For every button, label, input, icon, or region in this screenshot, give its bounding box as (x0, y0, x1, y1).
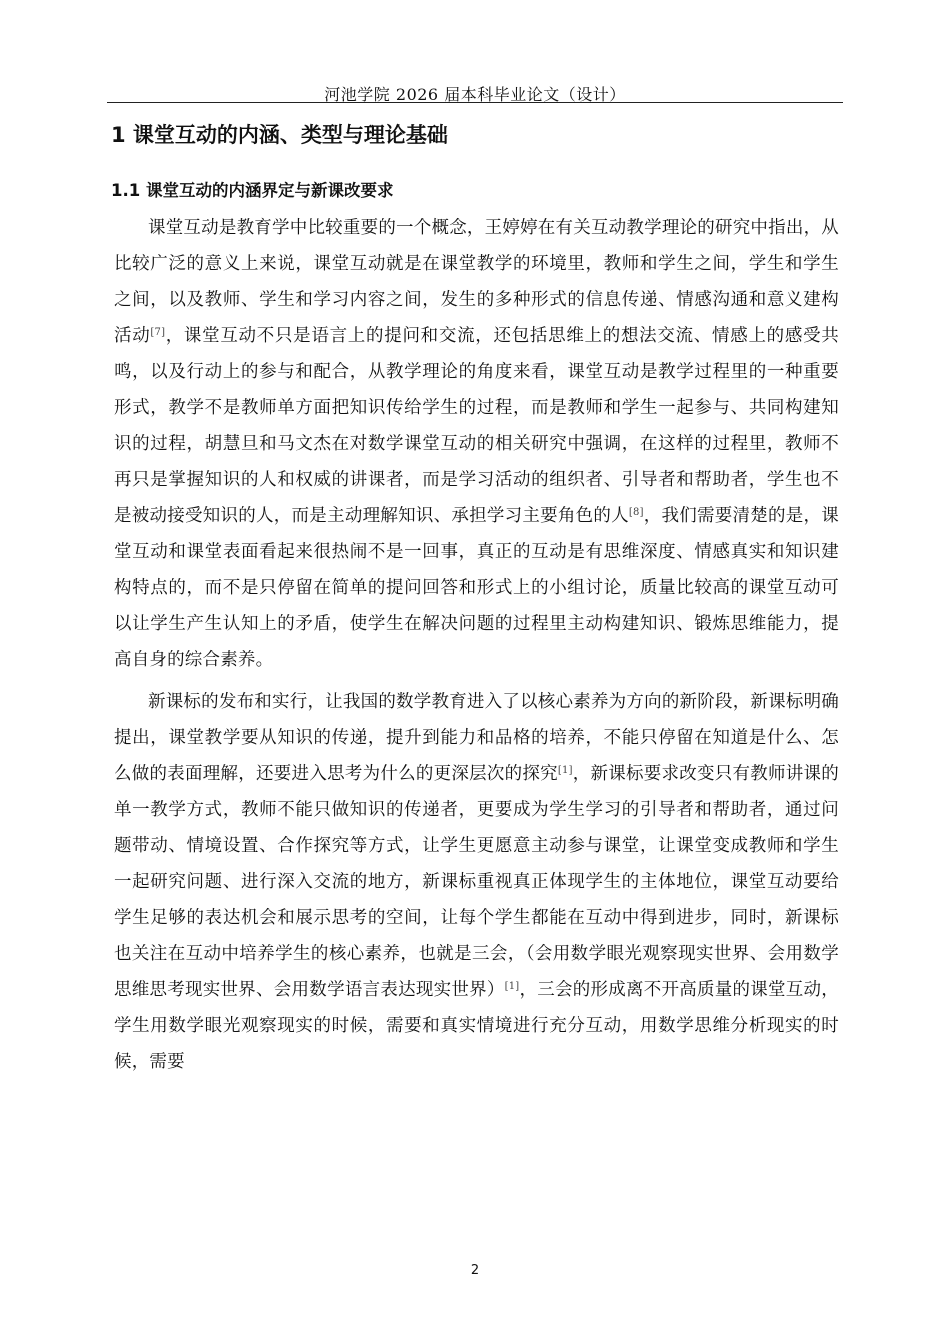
page-number: 2 (470, 1263, 480, 1278)
paragraph-2-text-c: ，三会的形成离不开高质量的课堂互动，学生用数学眼光观察现实的时候，需要和真实情境进行充分互动，用数学思维分析现实的时候，需要 (114, 980, 839, 1072)
paragraph-1-text-b: ，课堂互动不只是语言上的提问和交流，还包括思维上的想法交流、情感上的感受共鸣，以及行动上的参与和配合，从教学理论的角度来看，课堂互动是教学过程里的一种重要形式，教学不是教师单方面把知识传给学生的过程，而是教师和学生一起参与、共同构建知识的过程，胡慧旦和马文杰在对数学课堂互动的相关研究中强调，在这样的过程里，教师不再只是掌握知识的人和权威的讲课者，而是学习活动的组织者、引导者和帮助者，学生也不是被动接受知识的人，而是主动理解知识、承担学习主要角色的人 (114, 326, 839, 526)
paragraph-1-text-a: 课堂互动是教育学中比较重要的一个概念，王婷婷在有关互动教学理论的研究中指出，从比较广泛的意义上来说，课堂互动就是在课堂教学的环境里，教师和学生之间，学生和学生之间，以及教师、学生和学习内容之间，发生的多种形式的信息传递、情感沟通和意义建构活动 (114, 218, 839, 346)
running-header: 河池学院 2026 届本科毕业论文（设计） (324, 85, 626, 104)
citation-7: [7] (150, 327, 166, 338)
section-heading: 1 课堂互动的内涵、类型与理论基础 (111, 123, 448, 147)
paragraph-2 (114, 684, 839, 1080)
paragraph-2-text-a: 新课标的发布和实行，让我国的数学教育进入了以核心素养为方向的新阶段，新课标明确提出，课堂教学要从知识的传递，提升到能力和品格的培养，不能只停留在知道是什么、怎么做的表面理解，还要进入思考为什么的更深层次的探究 (114, 692, 839, 784)
citation-1: [1] (557, 765, 573, 776)
paragraph-1-text-c: ，我们需要清楚的是，课堂互动和课堂表面看起来很热闹不是一回事，真正的互动是有思维深度、情感真实和知识建构特点的，而不是只停留在简单的提问回答和形式上的小组讨论，质量比较高的课堂互动可以让学生产生认知上的矛盾，使学生在解决问题的过程里主动构建知识、锻炼思维能力，提高自身的综合素养。 (114, 506, 839, 670)
subsection-heading: 1.1 课堂互动的内涵界定与新课改要求 (111, 181, 394, 200)
header-divider (107, 102, 843, 103)
citation-8: [8] (628, 507, 644, 518)
citation-1-second: [1] (504, 981, 520, 992)
paragraph-2-text-b: ，新课标要求改变只有教师讲课的单一教学方式，教师不能只做知识的传递者，更要成为学生学习的引导者和帮助者，通过问题带动、情境设置、合作探究等方式，让学生更愿意主动参与课堂，让课堂变成教师和学生一起研究问题、进行深入交流的地方，新课标重视真正体现学生的主体地位，课堂互动要给学生足够的表达机会和展示思考的空间，让每个学生都能在互动中得到进步，同时，新课标也关注在互动中培养学生的核心素养，也就是三会，（会用数学眼光观察现实世界、会用数学思维思考现实世界、会用数学语言表达现实世界） (114, 764, 840, 1000)
paragraph-1 (114, 210, 839, 678)
body-text (114, 210, 839, 1086)
